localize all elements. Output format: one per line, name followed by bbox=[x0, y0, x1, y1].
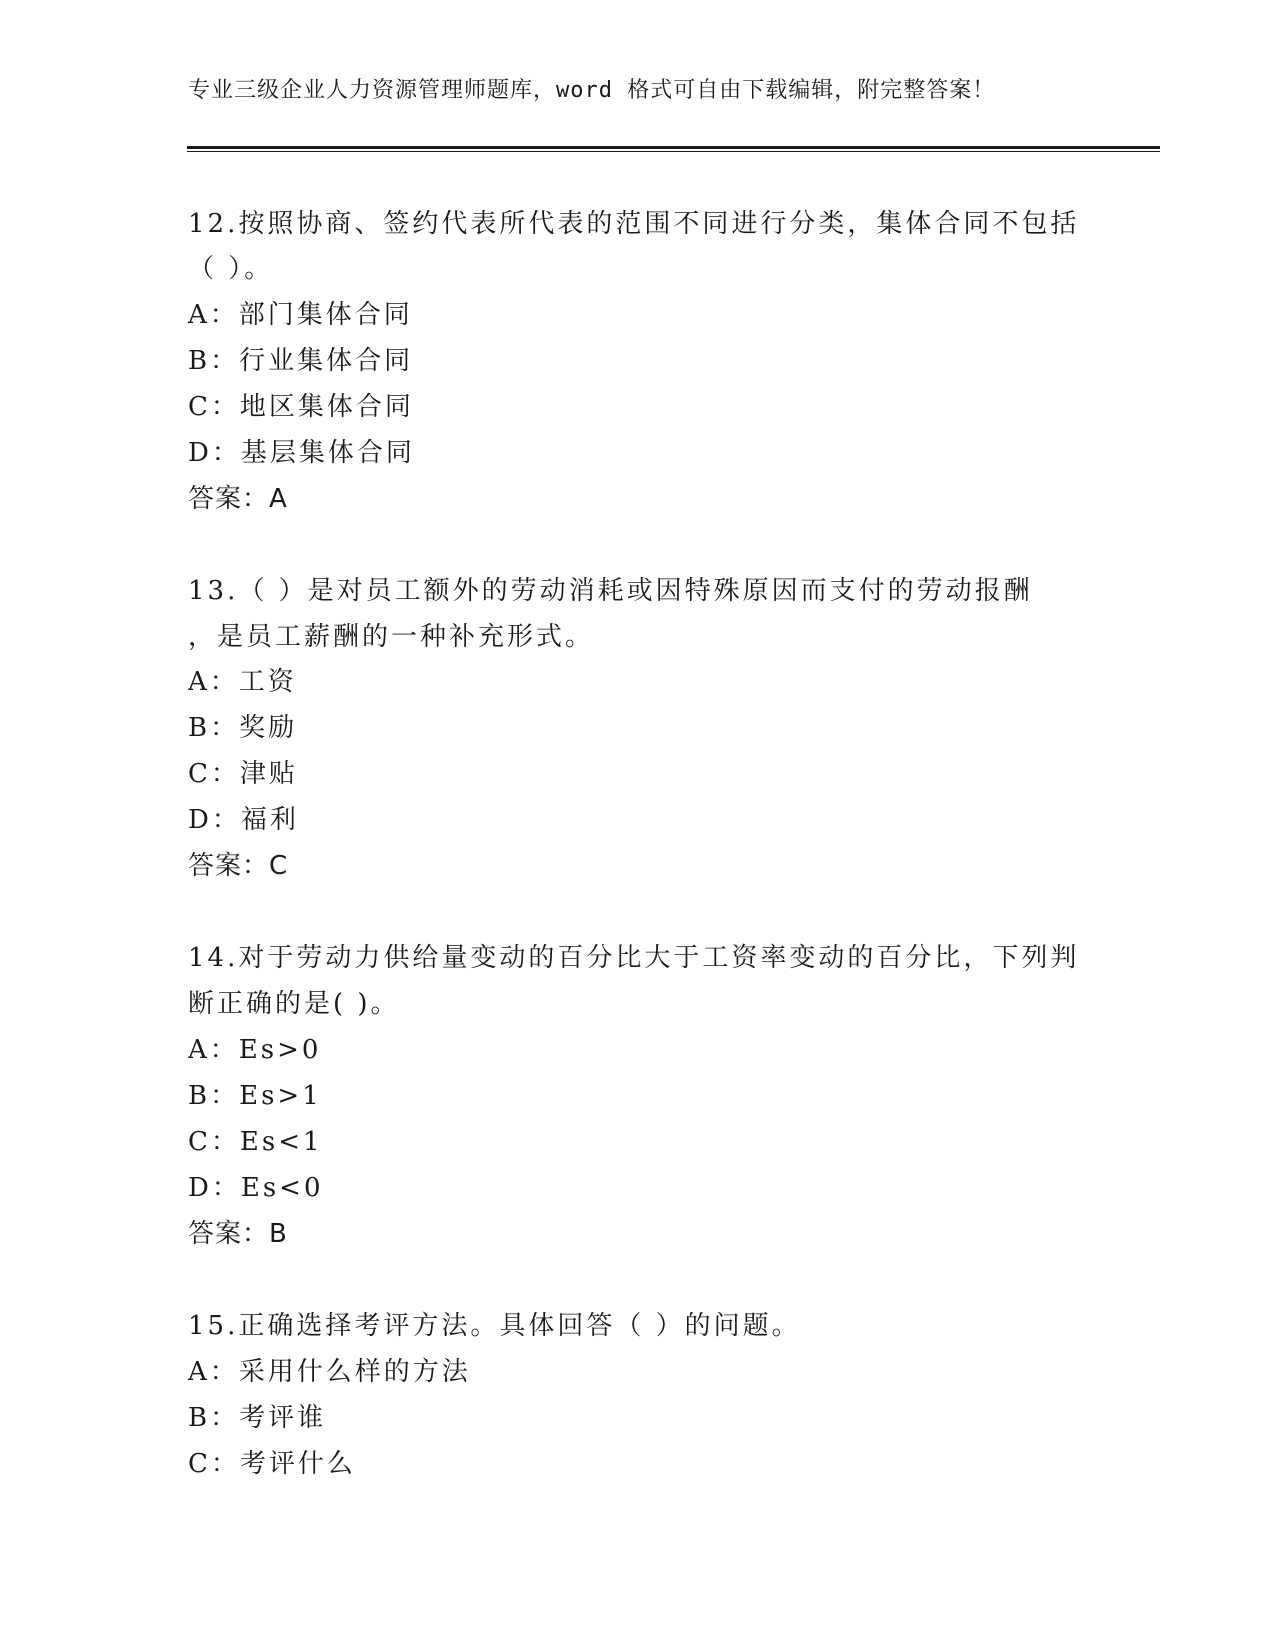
header-rule-thin bbox=[187, 151, 1160, 152]
question-12-option-c: C：地区集体合同 bbox=[188, 392, 414, 422]
question-14-option-d: D：Es<0 bbox=[188, 1173, 324, 1203]
question-14-option-c: C：Es<1 bbox=[188, 1127, 323, 1157]
question-14-option-b: B：Es>1 bbox=[188, 1081, 322, 1111]
question-14-line-1: 14.对于劳动力供给量变动的百分比大于工资率变动的百分比，下列判 bbox=[188, 943, 1080, 973]
question-13-answer: 答案：C bbox=[188, 851, 289, 881]
question-12-answer: 答案：A bbox=[188, 484, 288, 514]
question-15-option-c: C：考评什么 bbox=[188, 1449, 356, 1479]
question-12-line-1: 12.按照协商、签约代表所代表的范围不同进行分类，集体合同不包括 bbox=[188, 209, 1080, 239]
header-rule-thick bbox=[187, 146, 1160, 149]
question-13-line-1: 13.（ ）是对员工额外的劳动消耗或因特殊原因而支付的劳动报酬 bbox=[188, 576, 1033, 606]
question-14-answer: 答案：B bbox=[188, 1219, 288, 1249]
question-12-option-a: A：部门集体合同 bbox=[188, 300, 413, 330]
question-13-option-d: D：福利 bbox=[188, 805, 299, 835]
question-13-option-b: B：奖励 bbox=[188, 713, 298, 743]
question-13-line-2: ，是员工薪酬的一种补充形式。 bbox=[188, 622, 595, 652]
question-15-line-1: 15.正确选择考评方法。具体回答（ ）的问题。 bbox=[188, 1311, 801, 1341]
question-13-option-c: C：津贴 bbox=[188, 759, 298, 789]
question-14-line-2: 断正确的是( )。 bbox=[188, 989, 400, 1019]
document-header: 专业三级企业人力资源管理师题库，word 格式可自由下载编辑，附完整答案！ bbox=[188, 78, 996, 103]
question-14-option-a: A：Es>0 bbox=[188, 1035, 322, 1065]
question-13-option-a: A：工资 bbox=[188, 667, 297, 697]
question-12-line-2: （ ）。 bbox=[188, 254, 274, 284]
question-12-option-b: B：行业集体合同 bbox=[188, 346, 414, 376]
question-15-option-b: B：考评谁 bbox=[188, 1403, 327, 1433]
question-15-option-a: A：采用什么样的方法 bbox=[188, 1357, 471, 1387]
question-12-option-d: D：基层集体合同 bbox=[188, 438, 415, 468]
